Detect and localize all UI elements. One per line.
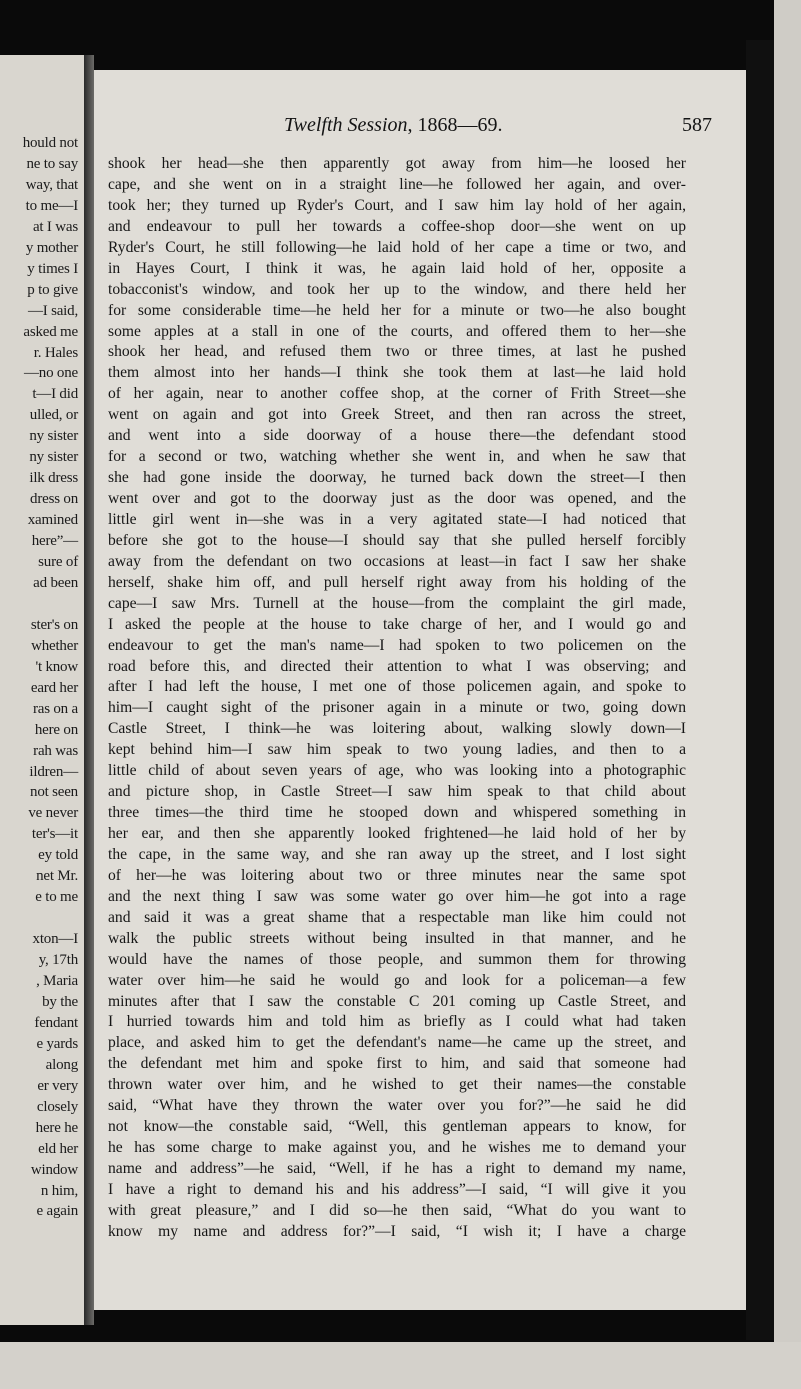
left-page-fragment: ve never <box>28 805 78 822</box>
text-line: before she got to the house—I should say that she pulled herself forcibly <box>108 531 686 549</box>
text-line: with great pleasure,” and I did so—he then said, “What do you want to <box>108 1201 686 1219</box>
text-line: and said it was a great shame that a respectable man like him could not <box>108 908 686 926</box>
text-line: I hurried towards him and told him as briefly as I could what had taken <box>108 1013 686 1031</box>
text-line: the cape, in the same way, and she ran away up the street, and I lost sight <box>108 845 686 863</box>
bottom-margin <box>0 1342 801 1389</box>
text-line: walk the public streets without being insulted in that manner, and he <box>108 929 686 947</box>
text-line: after I had left the house, I met one of those policemen again, and spoke to <box>108 678 686 696</box>
left-page-fragment: t—I did <box>32 386 78 403</box>
text-line: shook her head—she then apparently got away from him—he loosed her <box>108 155 686 172</box>
text-line: endeavour to get the man's name—I had spoken to two policemen on the <box>108 636 686 654</box>
running-head: Twelfth Session, 1868—69. <box>284 114 503 136</box>
text-line: cape—I saw Mrs. Turnell at the house—from the complaint the girl made, <box>108 594 686 612</box>
text-line: name and address”—he said, “Well, if he has a right to demand my name, <box>108 1160 686 1177</box>
text-line: thrown water over him, and he wished to get their names—the constable <box>108 1076 686 1094</box>
left-page-fragment: y, 17th <box>38 952 78 969</box>
text-line: kept behind him—I saw him speak to two young ladies, and then to a <box>108 741 686 759</box>
page-number: 587 <box>682 114 712 136</box>
left-page-fragment: ildren— <box>29 763 78 780</box>
left-page-fragment: e to me <box>35 889 78 906</box>
left-page-fragment: closely <box>36 1098 78 1115</box>
text-line: cape, and she went on in a straight line—he followed her again, and over- <box>108 175 686 193</box>
left-page-fragment: ulled, or <box>29 407 78 424</box>
text-line: Ryder's Court, he still following—he laid hold of her cape a time or two, and <box>108 238 686 256</box>
text-line: him—I caught sight of the prisoner again in a minute or two, going down <box>108 699 686 717</box>
left-page-fragment: ad been <box>33 574 78 591</box>
left-page-fragment: ny sister <box>29 449 78 466</box>
left-page-fragment: y times I <box>27 260 78 277</box>
left-page-fragment: ny sister <box>29 428 78 445</box>
text-line: and the next thing I saw was some water go over him—he got into a rage <box>108 887 686 905</box>
text-line: and endeavour to pull her towards a coffee-shop door—she went on up <box>108 217 686 235</box>
text-line: tobacconist's window, and took her up to the window, and there held her <box>108 280 686 298</box>
left-page-fragment: at I was <box>32 218 78 235</box>
text-line: he has some charge to make against you, and he wishes me to demand your <box>108 1139 686 1157</box>
text-line: some apples at a stall in one of the courts, and offered them to her—she <box>108 322 686 340</box>
text-line: little girl went in—she was in a very agitated state—I had noticed that <box>108 510 686 528</box>
left-page-fragment: ilk dress <box>29 470 78 487</box>
left-page-fragment: n him, <box>40 1182 78 1199</box>
text-line: I asked the people at the house to take charge of her, and I would go and <box>108 615 686 633</box>
book-gutter <box>84 55 94 1325</box>
left-page-fragment: —no one <box>23 365 78 382</box>
left-page-fragment: 't know <box>35 658 78 675</box>
left-page-fragment: not seen <box>30 784 78 801</box>
left-page-fragment: e again <box>36 1203 78 1220</box>
text-line: know my name and address for?”—I said, “I wish it; I have a charge <box>108 1222 686 1240</box>
text-line: not know—the constable said, “Well, this gentleman appears to know, for <box>108 1118 686 1136</box>
page-header <box>94 114 746 140</box>
left-page-fragment: here he <box>35 1119 78 1136</box>
text-line: of her again, near to another coffee shop, at the corner of Frith Street—she <box>108 385 686 403</box>
text-line: went on again and got into Greek Street, and then ran across the street, <box>108 406 686 424</box>
left-page-fragment: xton—I <box>32 931 78 948</box>
left-page-fragment: fendant <box>34 1014 78 1031</box>
text-line: for some considerable time—he held her for a minute or two—he also bought <box>108 301 686 319</box>
left-page-fragment: asked me <box>23 323 78 340</box>
text-line: shook her head, and refused them two or three times, at last he pushed <box>108 343 686 361</box>
left-page-fragment: y mother <box>25 239 78 256</box>
left-page-fragment: eld her <box>38 1140 78 1157</box>
left-page-fragment: p to give <box>27 281 78 298</box>
left-page-fragment: eard her <box>30 679 78 696</box>
text-line: she had gone inside the doorway, he turned back down the street—I then <box>108 469 686 487</box>
text-line: away from the defendant on two occasions at least—in fact I saw her shake <box>108 552 686 570</box>
right-page <box>94 70 746 1310</box>
page-edge-shadow <box>746 40 774 1340</box>
text-line: took her; they turned up Ryder's Court, and I saw him lay hold of her again, <box>108 196 686 214</box>
text-line: Castle Street, I think—he was loitering about, walking slowly down—I <box>108 720 686 738</box>
left-page-fragment: rah was <box>33 742 78 759</box>
left-page-fragment: r. Hales <box>33 344 78 361</box>
text-line: three times—the third time he stooped down and whispered something in <box>108 804 686 822</box>
text-line: road before this, and directed their attention to what I was observing; and <box>108 657 686 675</box>
text-line: and went into a side doorway of a house there—the defendant stood <box>108 427 686 445</box>
next-page-edge <box>774 0 801 1389</box>
left-page-fragment: to me—I <box>25 197 78 214</box>
left-page-fragment: way, that <box>25 176 78 193</box>
left-page-fragment: net Mr. <box>36 868 78 885</box>
left-page-fragment: ter's—it <box>31 826 78 843</box>
text-line: in Hayes Court, I think it was, he again laid hold of her, opposite a <box>108 259 686 277</box>
text-line: her ear, and then she apparently looked frightened—he laid hold of her by <box>108 825 686 842</box>
left-page-fragment: hould not <box>22 135 78 151</box>
text-line: them almost into her hands—I think she took them at last—he laid hold <box>108 364 686 382</box>
body-text <box>108 154 686 1243</box>
left-page-fragment: —I said, <box>27 302 78 319</box>
text-line: I have a right to demand his and his address”—I said, “I will give it you <box>108 1180 686 1198</box>
text-line: herself, shake him off, and pull herself right away from his holding of the <box>108 573 686 591</box>
left-page-fragment: er very <box>37 1077 78 1094</box>
left-page-fragment: ster's on <box>30 616 78 633</box>
text-line: and picture shop, in Castle Street—I saw him speak to that child about <box>108 783 686 801</box>
left-page-fragment: , Maria <box>36 973 78 989</box>
left-page-fragment: dress on <box>30 491 78 508</box>
text-line: place, and asked him to get the defendant's name—he came up the street, and <box>108 1034 686 1052</box>
text-line: little child of about seven years of age, who was looking into a photographic <box>108 762 686 780</box>
left-page-fragment: here on <box>34 721 78 738</box>
left-page-fragment: by the <box>42 993 78 1010</box>
text-line: went over and got to the doorway just as the door was opened, and the <box>108 490 686 507</box>
left-page-fragment: here”— <box>31 533 78 550</box>
text-line: of her—he was loitering about two or three minutes near the same spot <box>108 866 686 884</box>
left-page-fragment: ey told <box>38 847 78 864</box>
left-page-fragment: ras on a <box>32 700 78 717</box>
left-page-fragment: window <box>30 1161 78 1178</box>
text-line: said, “What have they thrown the water over you for?”—he said he did <box>108 1097 686 1115</box>
text-line: for a second or two, watching whether she went in, and when he saw that <box>108 448 686 466</box>
text-line: minutes after that I saw the constable C 201 coming up Castle Street, and <box>108 992 686 1010</box>
text-line: water over him—he said he would go and look for a policeman—a few <box>108 971 686 989</box>
left-page-fragment: whether <box>31 637 78 654</box>
text-line: the defendant met him and spoke first to him, and said that someone had <box>108 1055 686 1073</box>
left-page-fragment: xamined <box>27 512 78 529</box>
left-page-fragment: sure of <box>38 554 78 570</box>
text-line: would have the names of those people, and summon them for throwing <box>108 950 686 968</box>
left-page-fragment: e yards <box>36 1035 78 1052</box>
left-page-fragment: along <box>45 1056 78 1073</box>
left-page-fragment: ne to say <box>26 155 78 172</box>
left-page <box>0 55 84 1325</box>
